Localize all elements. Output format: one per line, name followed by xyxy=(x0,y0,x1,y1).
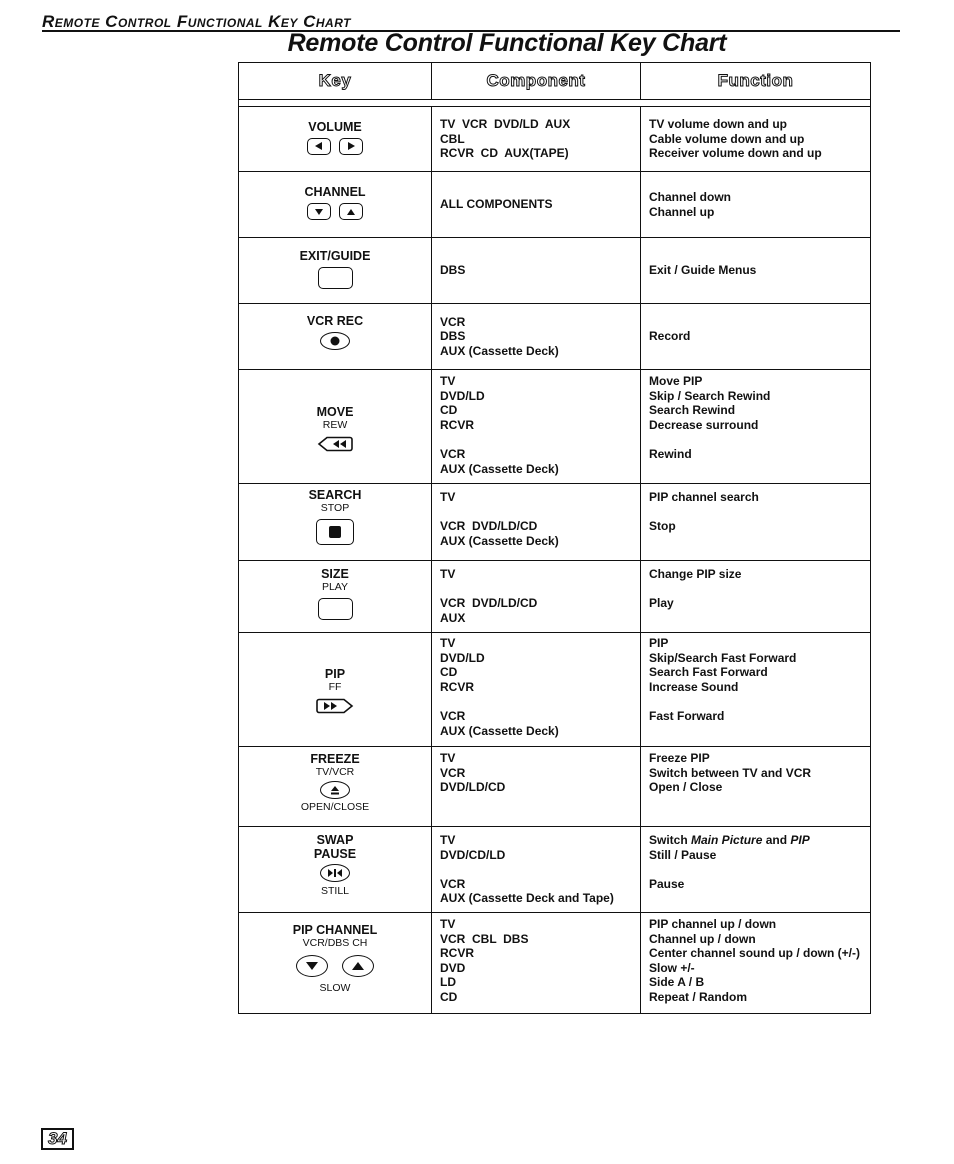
key-cell xyxy=(239,107,432,171)
function-line: Decrease surround xyxy=(649,417,759,432)
key-label: PAUSE xyxy=(313,847,357,861)
component-cell xyxy=(432,238,641,303)
component-line: CD xyxy=(440,665,458,680)
component-line: VCR xyxy=(440,876,466,891)
function-line: Cable volume down and up xyxy=(649,131,805,146)
swap-main-picture: Main Picture xyxy=(691,833,763,847)
function-cell xyxy=(641,304,870,369)
key-label: SEARCH xyxy=(308,488,362,502)
key-sublabel: STOP xyxy=(320,502,350,514)
function-line: Increase Sound xyxy=(649,679,739,694)
component-line: RCVR xyxy=(440,946,475,961)
pip-channel-down-up-buttons-icon xyxy=(296,955,374,977)
function-line: Open / Close xyxy=(649,780,723,795)
component-cell xyxy=(432,304,641,369)
header-key: Key xyxy=(239,63,432,99)
function-line: Change PIP size xyxy=(649,567,742,581)
table-row xyxy=(239,913,870,1013)
spacer xyxy=(440,694,640,709)
function-line: Rewind xyxy=(649,446,692,461)
component-line: AUX (Cassette Deck) xyxy=(440,533,559,548)
key-label: VCR REC xyxy=(306,314,364,328)
table-row xyxy=(239,561,870,633)
exit-guide-button-icon xyxy=(318,267,353,289)
component-line: TV xyxy=(440,833,456,847)
function-line: Slow +/- xyxy=(649,960,695,975)
key-bottom-label: SLOW xyxy=(319,982,351,994)
page-title: Remote Control Functional Key Chart xyxy=(287,29,727,57)
component-line: AUX xyxy=(440,610,466,625)
key-cell xyxy=(239,238,432,303)
rewind-button-icon xyxy=(317,436,353,452)
table-row xyxy=(239,827,870,913)
key-sublabel: VCR/DBS CH xyxy=(302,937,368,949)
function-cell xyxy=(641,107,870,171)
function-line: Search Rewind xyxy=(649,403,736,418)
function-line: PIP xyxy=(649,636,669,650)
key-label: SIZE xyxy=(321,567,349,581)
component-cell xyxy=(432,370,641,483)
table-row xyxy=(239,370,870,484)
function-line: Stop xyxy=(649,519,676,534)
swap-and-word: and xyxy=(762,833,791,847)
fast-forward-button-icon xyxy=(316,698,354,714)
component-line: DVD xyxy=(440,960,466,975)
component-cell xyxy=(432,913,641,1013)
function-line: PIP channel up / down xyxy=(649,917,777,931)
key-sublabel: FF xyxy=(328,681,342,693)
table-row xyxy=(239,172,870,238)
component-line: LD xyxy=(440,975,456,990)
header-gap xyxy=(239,100,870,107)
component-line: AUX (Cassette Deck) xyxy=(440,461,559,476)
table-row xyxy=(239,304,870,370)
spacer xyxy=(649,432,870,447)
function-line: TV volume down and up xyxy=(649,117,787,132)
pause-button-icon xyxy=(320,864,350,882)
play-button-icon xyxy=(318,598,353,620)
component-line: VCR xyxy=(440,314,466,329)
table-row xyxy=(239,484,870,561)
function-line: Still / Pause xyxy=(649,847,717,862)
function-line: Skip / Search Rewind xyxy=(649,388,771,403)
key-cell xyxy=(239,304,432,369)
component-line: VCR DVD/LD/CD xyxy=(440,596,538,611)
function-line: Search Fast Forward xyxy=(649,665,768,680)
function-cell xyxy=(641,827,870,912)
key-label: PIP CHANNEL xyxy=(292,923,378,937)
spacer xyxy=(440,432,640,447)
function-line: Play xyxy=(649,596,674,611)
component-line: VCR xyxy=(440,765,466,780)
eject-button-icon xyxy=(320,781,350,799)
channel-down-up-buttons-icon xyxy=(307,203,363,220)
component-line: AUX (Cassette Deck) xyxy=(440,343,559,358)
function-line: Move PIP xyxy=(649,374,703,388)
table-row xyxy=(239,633,870,747)
key-cell xyxy=(239,561,432,632)
component-cell xyxy=(432,747,641,826)
function-line: Channel up xyxy=(649,204,715,219)
function-line: Record xyxy=(649,329,691,344)
key-label: MOVE xyxy=(316,405,354,419)
function-line: Channel down xyxy=(649,189,731,204)
component-cell xyxy=(432,561,641,632)
table-row xyxy=(239,238,870,304)
volume-left-right-buttons-icon xyxy=(307,138,363,155)
function-cell xyxy=(641,484,870,560)
function-line: Pause xyxy=(649,876,685,891)
key-cell xyxy=(239,747,432,826)
function-line: PIP channel search xyxy=(649,490,759,504)
component-line: RCVR xyxy=(440,417,475,432)
component-line: AUX (Cassette Deck and Tape) xyxy=(440,891,614,906)
function-line: Exit / Guide Menus xyxy=(649,263,757,278)
component-line: TV xyxy=(440,751,456,765)
component-line: CD xyxy=(440,989,458,1004)
function-cell xyxy=(641,370,870,483)
component-line: TV xyxy=(440,374,456,388)
component-line: TV VCR DVD/LD AUX xyxy=(440,117,571,132)
function-cell xyxy=(641,747,870,826)
component-line: TV xyxy=(440,567,456,581)
key-sublabel: PLAY xyxy=(321,581,349,593)
table-row xyxy=(239,107,870,172)
component-line: VCR DVD/LD/CD xyxy=(440,519,538,534)
component-line: AUX (Cassette Deck) xyxy=(440,723,559,738)
component-line: RCVR CD AUX(TAPE) xyxy=(440,146,569,161)
key-label: FREEZE xyxy=(310,752,360,766)
function-line xyxy=(649,833,870,848)
function-line: Channel up / down xyxy=(649,931,756,946)
key-sublabel: TV/VCR xyxy=(315,766,355,778)
spacer xyxy=(649,694,870,709)
component-line: TV xyxy=(440,917,456,931)
component-cell xyxy=(432,484,641,560)
spacer xyxy=(649,862,870,877)
function-line: Freeze PIP xyxy=(649,751,710,765)
function-cell xyxy=(641,561,870,632)
key-cell xyxy=(239,172,432,237)
table-header xyxy=(239,63,870,100)
stop-button-icon xyxy=(316,519,354,545)
component-line: DVD/CD/LD xyxy=(440,847,506,862)
component-line: TV xyxy=(440,636,456,650)
key-bottom-label: OPEN/CLOSE xyxy=(300,801,370,813)
swap-switch-word: Switch xyxy=(649,833,692,847)
component-line: VCR xyxy=(440,708,466,723)
function-line: Fast Forward xyxy=(649,708,725,723)
component-cell xyxy=(432,172,641,237)
component-line: DVD/LD xyxy=(440,388,485,403)
key-sublabel: REW xyxy=(322,419,348,431)
key-cell xyxy=(239,633,432,746)
key-label: VOLUME xyxy=(308,119,362,134)
spacer xyxy=(440,505,640,520)
key-cell xyxy=(239,484,432,560)
table-row xyxy=(239,747,870,827)
component-line: DBS xyxy=(440,263,466,278)
component-cell xyxy=(432,633,641,746)
key-label: SWAP xyxy=(316,833,354,847)
function-line: Side A / B xyxy=(649,975,705,990)
function-line: Repeat / Random xyxy=(649,989,748,1004)
header-component: Component xyxy=(432,63,641,99)
key-label: EXIT/GUIDE xyxy=(299,248,371,263)
running-head: Remote Control Functional Key Chart xyxy=(42,12,351,31)
function-cell xyxy=(641,172,870,237)
component-line: CD xyxy=(440,403,458,418)
key-cell xyxy=(239,370,432,483)
component-line: RCVR xyxy=(440,679,475,694)
component-cell xyxy=(432,107,641,171)
component-line: VCR xyxy=(440,446,466,461)
key-cell xyxy=(239,827,432,912)
spacer xyxy=(649,505,870,520)
function-line: Center channel sound up / down (+/-) xyxy=(649,946,861,961)
key-chart-table xyxy=(238,62,871,1014)
function-cell xyxy=(641,913,870,1013)
component-line: VCR CBL DBS xyxy=(440,931,529,946)
spacer xyxy=(440,862,640,877)
function-line: Skip/Search Fast Forward xyxy=(649,650,797,665)
spacer xyxy=(649,582,870,597)
component-line: ALL COMPONENTS xyxy=(440,197,553,212)
page-number: 34 xyxy=(41,1128,74,1150)
function-cell xyxy=(641,238,870,303)
function-line: Switch between TV and VCR xyxy=(649,765,812,780)
function-line: Receiver volume down and up xyxy=(649,146,822,161)
key-bottom-label: STILL xyxy=(320,885,349,897)
component-line: CBL xyxy=(440,131,465,146)
component-line: DBS xyxy=(440,329,466,344)
key-label: PIP xyxy=(324,667,346,681)
component-line: DVD/LD/CD xyxy=(440,780,506,795)
component-cell xyxy=(432,827,641,912)
key-label: CHANNEL xyxy=(304,185,366,199)
swap-pip: PIP xyxy=(790,833,810,847)
key-cell xyxy=(239,913,432,1013)
spacer xyxy=(440,582,640,597)
record-button-icon xyxy=(320,332,350,350)
header-function: Function xyxy=(717,71,794,90)
component-line: DVD/LD xyxy=(440,650,485,665)
component-line: TV xyxy=(440,490,456,504)
function-cell xyxy=(641,633,870,746)
